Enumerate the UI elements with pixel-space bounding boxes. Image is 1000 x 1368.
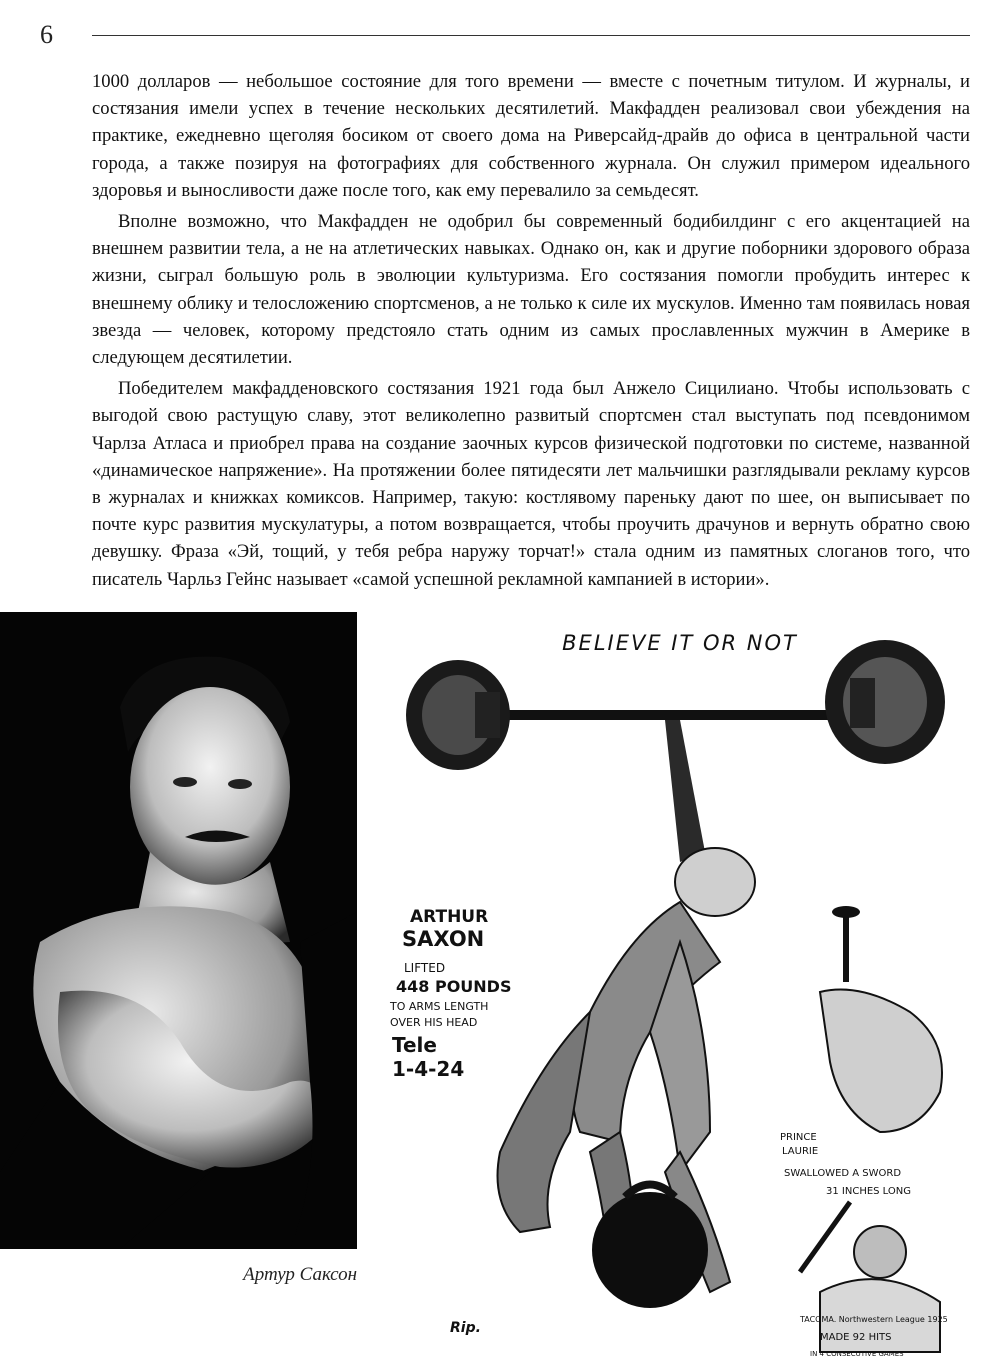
cartoon-drawing bbox=[380, 612, 980, 1362]
saxon-photo bbox=[0, 612, 357, 1249]
paragraph: Победителем макфадденовского состязания 1921 года был Анжело Сицилиано. Чтобы использовать с выгодой свою растущую славу, этот великолепно развитый спортсмен стал выступать под псевдонимом Чарлза Атласа и приобрел права на создание заочных курсов физической подготовки по системе, названной «динамическое напряжение». На протяжении более пятидесяти лет мальчишки разглядывали рекламу курсов в журналах и книжках комиксов. Например, такую: костлявому пареньку дают по шее, он выписывает по почте курс развития мускулатуры, а потом возвращается, чтобы проучить драчунов и вернуть обратно свою девушку. Фраза «Эй, тощий, у тебя ребра наружу торчат!» стала одним из памятных слоганов того, что писатель Чарльз Гейнс называет «самой успешной рекламной кампанией в истории». bbox=[92, 378, 970, 590]
cartoon-laurie-name-2: LAURIE bbox=[782, 1146, 819, 1157]
cartoon-saxon-name-2: SAXON bbox=[402, 927, 485, 951]
cartoon-title: BELIEVE IT OR NOT bbox=[562, 631, 798, 655]
cartoon-saxon-line-3: TO ARMS LENGTH bbox=[390, 1000, 489, 1013]
cartoon-laurie-line-1: SWALLOWED A SWORD bbox=[784, 1168, 902, 1179]
paragraph: Вполне возможно, что Макфадден не одобрил бы современный бодибилдинг с его акцентацией на внешнем развитии тела, а не на атлетических навыках. Однако он, как и другие поборники здорового образа жизни, сыграл большую роль в эволюции культуризма. Его состязания помогли пробудить интерес к внешнему облику и телосложению спортсменов, а не только к силе их мускулов. Именно там появилась новая звезда — человек, которому предстояло стать одним из самых прославленных мужчин в Америке в следующем десятилетии. bbox=[92, 211, 970, 369]
believe-it-or-not-cartoon bbox=[380, 612, 980, 1362]
header-rule bbox=[92, 35, 970, 36]
cartoon-saxon-line-1: LIFTED bbox=[404, 961, 446, 975]
cartoon-saxon-line-2: 448 POUNDS bbox=[396, 977, 512, 996]
cartoon-tacoma-line-3: IN 4 CONSECUTIVE GAMES bbox=[810, 1350, 904, 1358]
cartoon-saxon-date: 1-4-24 bbox=[392, 1057, 465, 1081]
cartoon-laurie-line-2: 31 INCHES LONG bbox=[826, 1186, 911, 1197]
cartoon-saxon-line-4: OVER HIS HEAD bbox=[390, 1016, 478, 1029]
saxon-photo-image bbox=[0, 612, 357, 1249]
photo-caption: Артур Саксон bbox=[243, 1264, 357, 1285]
cartoon-saxon-source: Tele bbox=[392, 1033, 437, 1057]
page-number: 6 bbox=[40, 20, 53, 49]
cartoon-signature: Rip. bbox=[450, 1320, 481, 1336]
article-body bbox=[92, 68, 970, 593]
cartoon-saxon-name-1: ARTHUR bbox=[410, 907, 489, 927]
cartoon-laurie-name-1: PRINCE bbox=[780, 1132, 817, 1143]
cartoon-tacoma-line-2: MADE 92 HITS bbox=[820, 1332, 892, 1343]
paragraph: 1000 долларов — небольшое состояние для того времени — вместе с почетным титулом. И журналы, и состязания имели успех в течение нескольких десятилетий. Макфадден реализовал свои убеждения на практике, ежедневно щеголяя босиком от своего дома на Риверсайд-драйв до офиса в центральной части города, а также позируя на фотографиях для собственного журнала. Он служил примером идеального здоровья и выносливости даже после того, как ему перевалило за семьдесят. bbox=[92, 71, 970, 201]
cartoon-tacoma-line-1: TACOMA. Northwestern League 1925 bbox=[800, 1315, 948, 1324]
